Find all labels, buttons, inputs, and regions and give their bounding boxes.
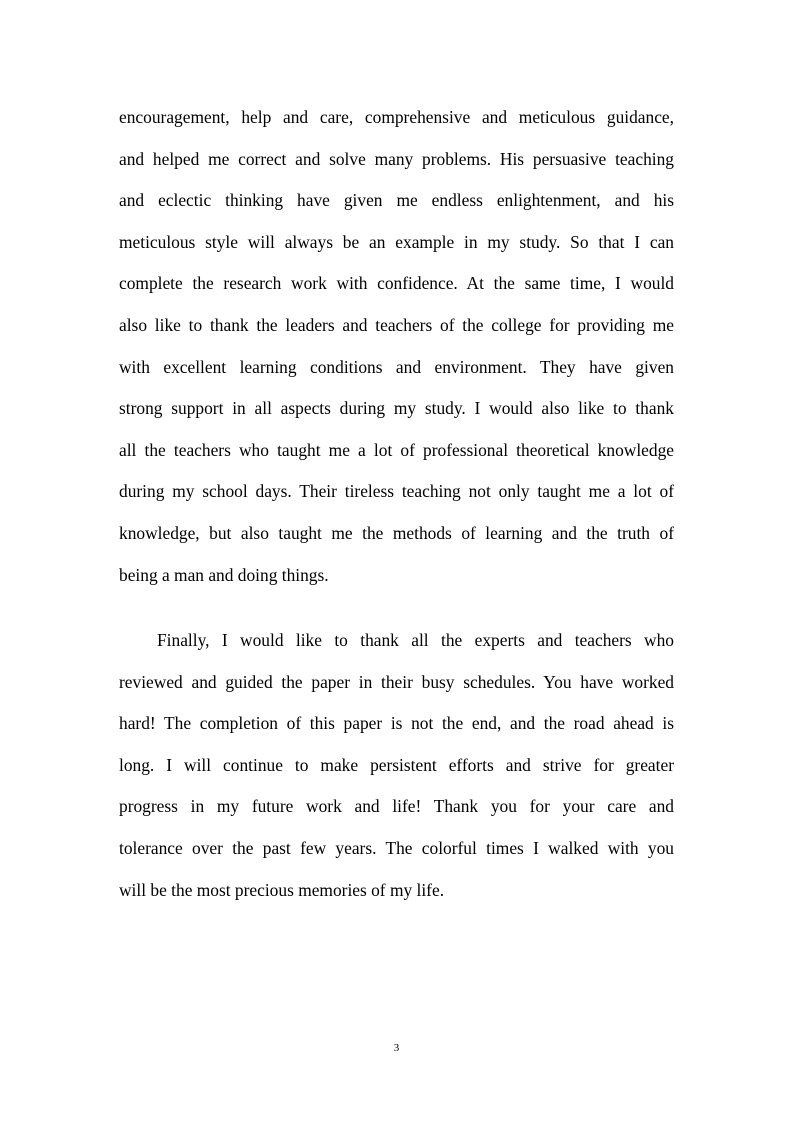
paragraph-line: tolerance over the past few years. The colorful times I walked with you (119, 837, 674, 858)
paragraph-line: Finally, I would like to thank all the experts and teachers who (157, 630, 674, 650)
paragraph-line: with excellent learning conditions and environment. They have given (119, 356, 674, 377)
paragraph-line: and eclectic thinking have given me endless enlightenment, and his (119, 190, 674, 211)
page-number: 3 (393, 1042, 400, 1054)
paragraph-line: knowledge, but also taught me the methods of learning and the truth of (119, 522, 674, 543)
paragraph-line: complete the research work with confidence. At the same time, I would (119, 273, 674, 294)
paragraph-line: and helped me correct and solve many problems. His persuasive teaching (119, 148, 674, 169)
closing-paragraph (119, 630, 674, 921)
paragraph-line: encouragement, help and care, comprehensive and meticulous guidance, (119, 107, 674, 127)
paragraph-line: during my school days. Their tireless teaching not only taught me a lot of (119, 481, 674, 502)
paragraph-line: meticulous style will always be an example in my study. So that I can (119, 231, 674, 252)
paragraph-line: hard! The completion of this paper is not the end, and the road ahead is (119, 713, 674, 734)
paragraph-line: strong support in all aspects during my study. I would also like to thank (119, 398, 674, 419)
paragraph-line: all the teachers who taught me a lot of professional theoretical knowledge (119, 439, 674, 460)
paragraph-line: also like to thank the leaders and teachers of the college for providing me (119, 314, 674, 335)
body-paragraph (119, 107, 674, 606)
paragraph-line: being a man and doing things. (119, 564, 329, 585)
paragraph-line: progress in my future work and life! Thank you for your care and (119, 796, 674, 817)
paragraph-line: reviewed and guided the paper in their busy schedules. You have worked (119, 671, 674, 692)
paragraph-line: long. I will continue to make persistent efforts and strive for greater (119, 754, 674, 775)
paragraph-line: will be the most precious memories of my life. (119, 879, 445, 900)
